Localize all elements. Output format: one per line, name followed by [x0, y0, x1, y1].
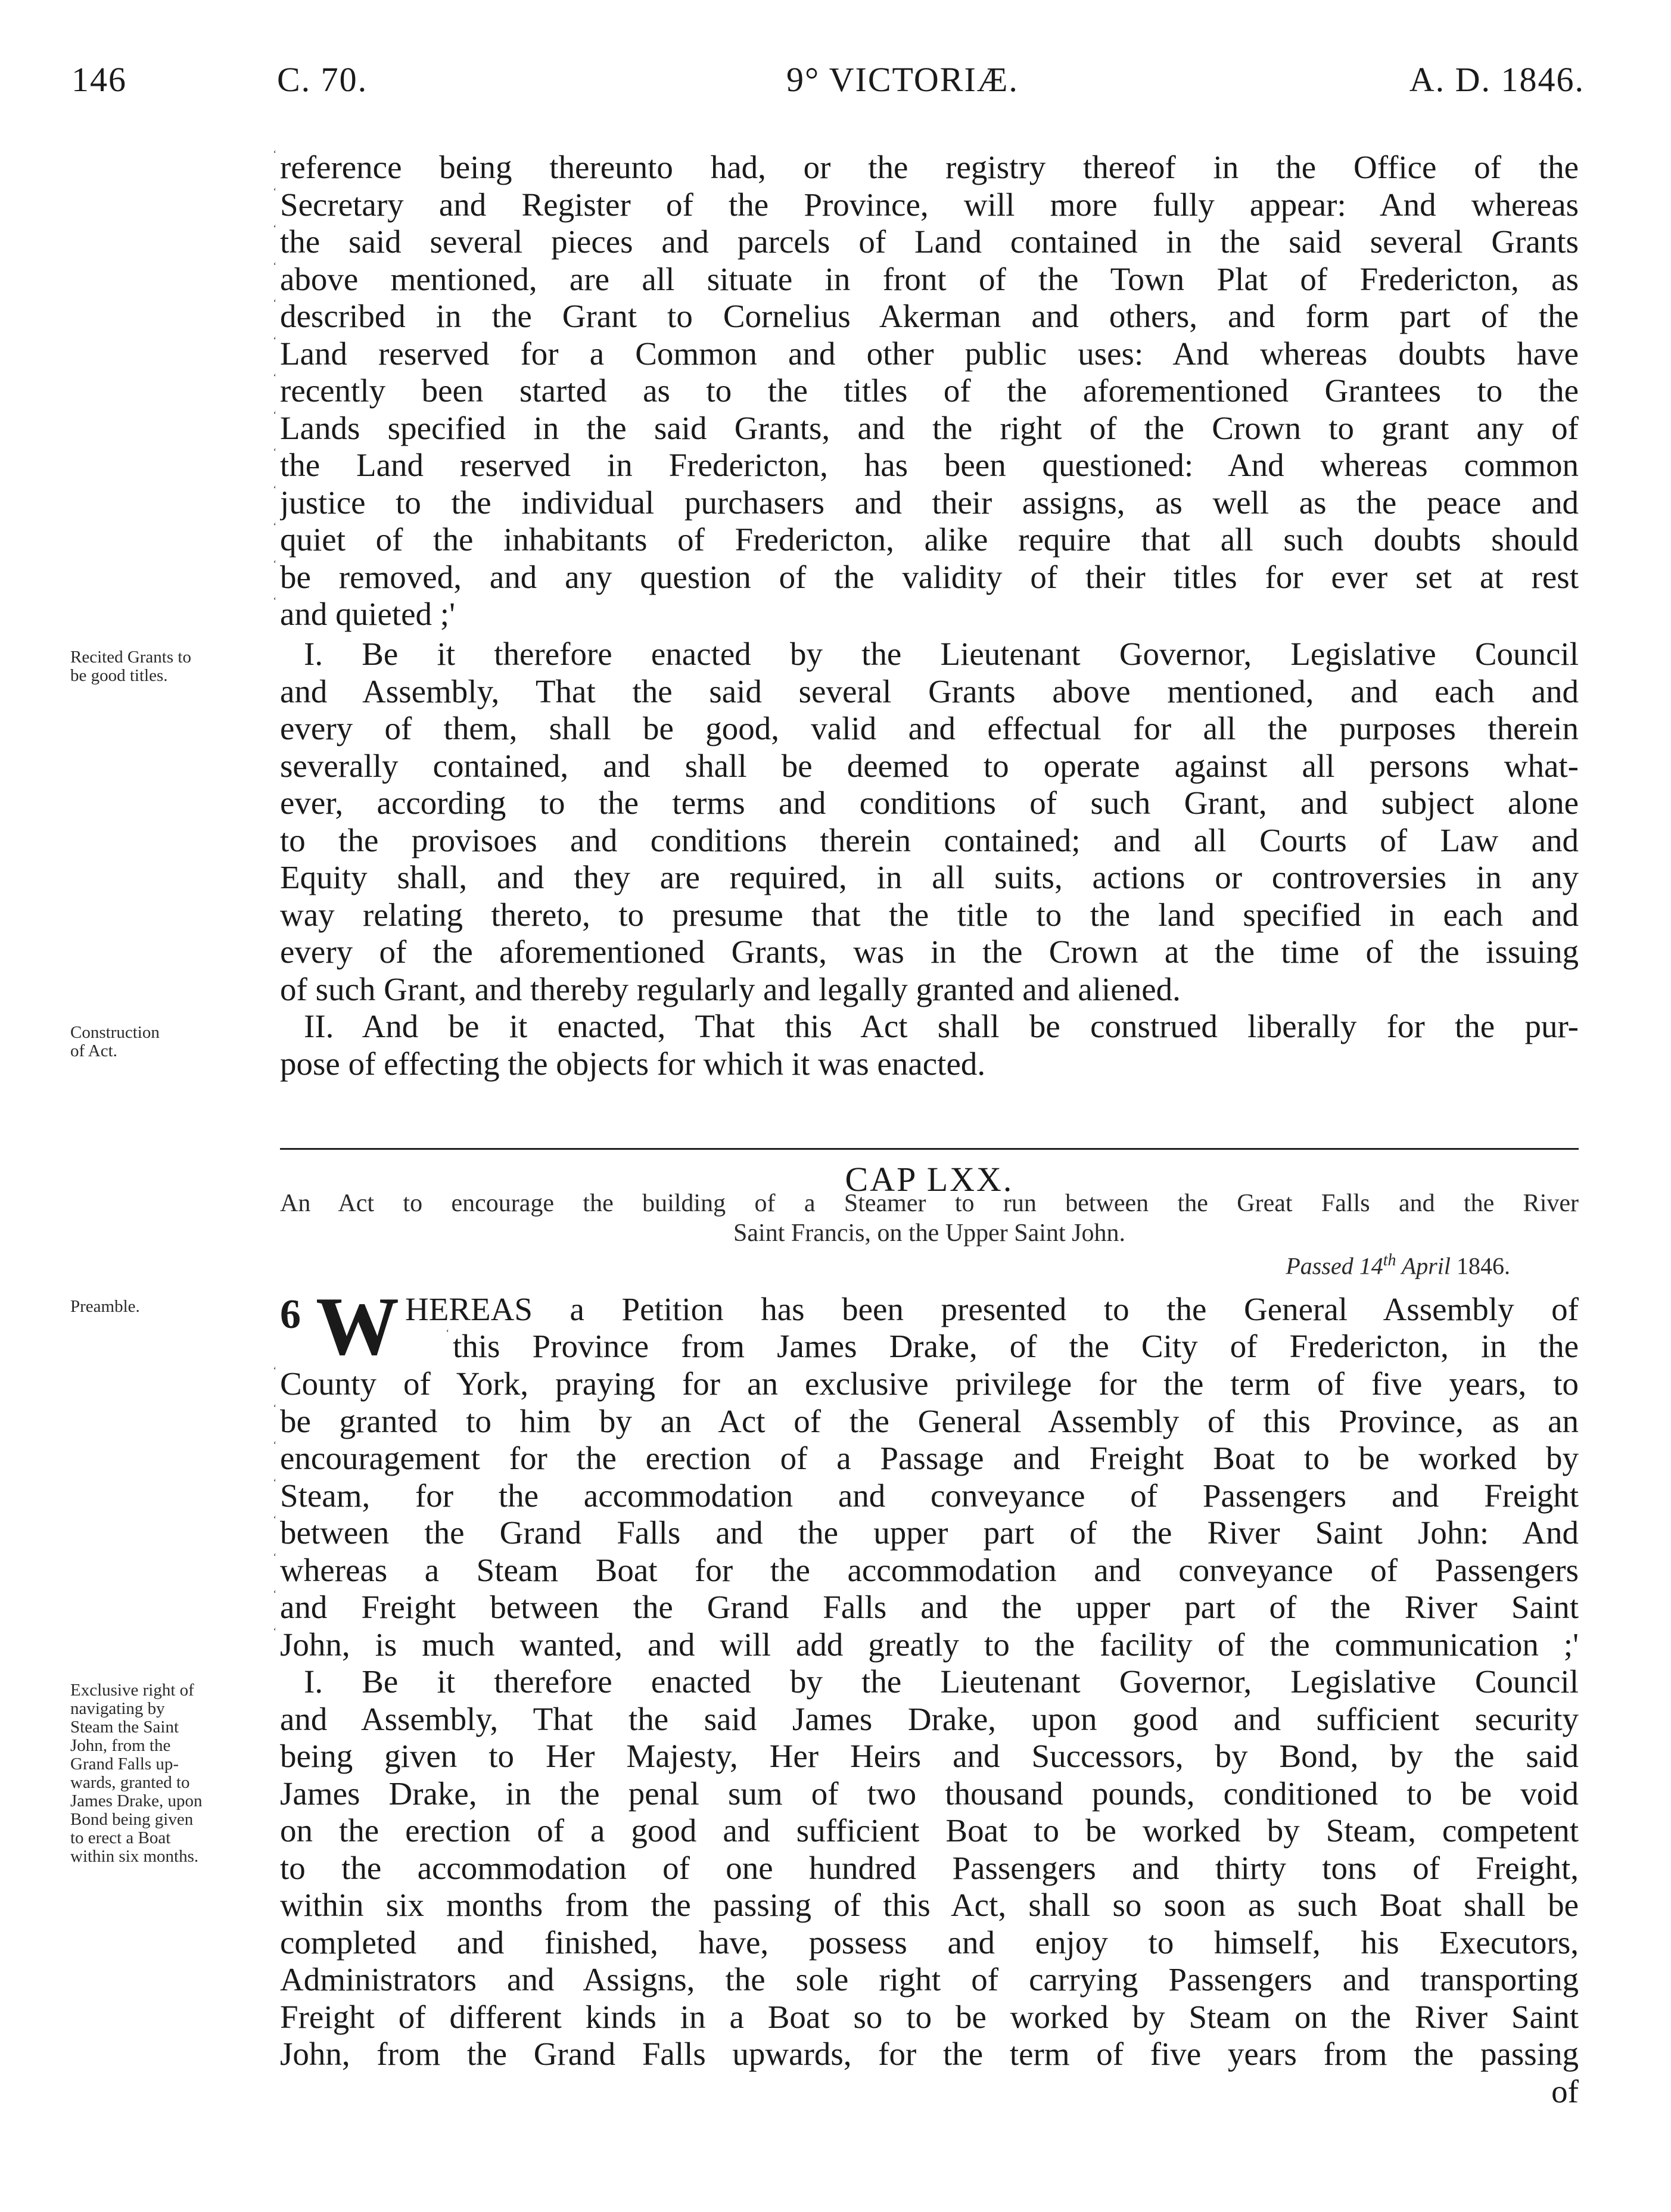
margin-note-construction	[70, 1023, 255, 1060]
margin-note-line: of Act.	[70, 1041, 117, 1060]
text-line: ever, according to the terms and conditions of such Grant, and subject alone	[280, 785, 1579, 821]
catchword: of	[1551, 2073, 1579, 2110]
margin-note-line: Steam the Saint	[70, 1718, 179, 1737]
text-line: reference being thereunto had, or the registry thereof in the Office of the	[280, 149, 1579, 185]
text-line: I. Be it therefore enacted by the Lieutenant Governor, Legislative Council	[304, 636, 1579, 672]
regnal-year: 9° VICTORIÆ.	[786, 60, 1019, 99]
text-line: above mentioned, are all situate in front of the Town Plat of Fredericton, as	[280, 260, 1579, 297]
margin-note-line: Exclusive right of	[70, 1681, 194, 1700]
text-line: be removed, and any question of the validity of their titles for ever set at rest	[280, 558, 1579, 595]
margin-note-line: to erect a Boat	[70, 1828, 171, 1847]
text-line: the said several pieces and parcels of Land contained in the said several Grants	[280, 223, 1579, 260]
text-line: James Drake, in the penal sum of two thousand pounds, conditioned to be void	[280, 1775, 1579, 1812]
text-line: County of York, praying for an exclusive privilege for the term of five years, to	[280, 1365, 1579, 1402]
text-line: recently been started as to the titles of the aforementioned Grantees to the	[280, 372, 1579, 409]
text-line: Equity shall, and they are required, in all suits, actions or controversies in any	[280, 859, 1579, 895]
page-number: 146	[71, 60, 127, 99]
text-line: justice to the individual purchasers and their assigns, as well as the peace and	[280, 484, 1579, 521]
section-1	[280, 1663, 1579, 2110]
text-line: the Land reserved in Fredericton, has been questioned: And whereas common	[280, 447, 1579, 483]
text-line: quiet of the inhabitants of Fredericton, alike require that all such doubts should	[280, 521, 1579, 558]
anno-domini: A. D. 1846.	[1409, 60, 1585, 99]
text-line: to the accommodation of one hundred Passengers and thirty tons of Freight,	[280, 1849, 1579, 1886]
text-line: Land reserved for a Common and other public uses: And whereas doubts have	[280, 335, 1579, 372]
margin-note-line: John, from the	[70, 1736, 171, 1755]
preamble-continued: ‘ reference being thereunto had, or the registry thereof in the Office of the ‘ Secretary and Register of the Province, will more fully appear: And whereas ‘ the said several pieces and parcels of Land contained in the said several Grants ‘ above mentioned, are all situate in front of the Town Plat of Fredericton, as ‘ described in the Grant to Cornelius Akerman and others, and form part of the ‘ Land reserved for a Common and other public uses: And whereas doubts have ‘ recently been started as to the titles of the aforementioned Grantees to the ‘ Lands specified in the said Grants, and the right of the Crown to grant any of ‘ the Land reserved in Fredericton, has been questioned: And whereas common ‘ justice to the individual purchasers and their assigns, as well as the peace and ‘ quiet of the inhabitants of Fredericton, alike require that all such doubts should ‘ be removed, and any question of the validity of their titles for ever set at rest ‘ and quieted ;'	[273, 149, 1579, 632]
chapter-number: C. 70.	[277, 60, 368, 99]
chapter-title: CAP LXX.	[845, 1160, 1014, 1199]
text-line: II. And be it enacted, That this Act shall be construed liberally for the pur-	[304, 1008, 1579, 1044]
margin-note-line: be good titles.	[70, 666, 168, 685]
text-line: Secretary and Register of the Province, will more fully appear: And whereas	[280, 186, 1579, 223]
text-line: John, is much wanted, and will add greatly to the facility of the communication ;'	[280, 1626, 1579, 1663]
margin-note-line: Bond being given	[70, 1810, 194, 1829]
text-line: Lands specified in the said Grants, and the right of the Crown to grant any of	[280, 409, 1579, 446]
passed-prefix: Passed 14	[1286, 1252, 1383, 1280]
section-2-previous-act	[280, 1008, 1579, 1082]
margin-note-recited-grants	[70, 648, 255, 685]
margin-note-exclusive-right	[70, 1681, 255, 1866]
text-line: I. Be it therefore enacted by the Lieutenant Governor, Legislative Council	[304, 1663, 1579, 1700]
text-line: and Freight between the Grand Falls and the upper part of the River Saint	[280, 1589, 1579, 1625]
text-line: encouragement for the erection of a Passage and Freight Boat to be worked by	[280, 1440, 1579, 1476]
margin-note-line: Recited Grants to	[70, 648, 191, 667]
text-line: pose of effecting the objects for which it was enacted.	[280, 1045, 986, 1082]
text-line: this Province from James Drake, of the City of Fredericton, in the	[453, 1328, 1579, 1364]
margin-note-line: Preamble.	[70, 1297, 140, 1316]
act-title	[280, 1189, 1579, 1248]
margin-note-line: wards, granted to	[70, 1773, 190, 1792]
margin-note-preamble	[70, 1298, 255, 1316]
preamble-second-line: ‘ this Province from James Drake, of the City of Fredericton, in the	[446, 1328, 1579, 1364]
text-line: Freight of different kinds in a Boat so to be worked by Steam on the River Saint	[280, 1998, 1579, 2035]
passed-year: 1846.	[1451, 1252, 1510, 1280]
passed-ordinal: th	[1383, 1251, 1396, 1270]
text-line: way relating thereto, to presume that the title to the land specified in each and	[280, 896, 1579, 933]
margin-note-line: navigating by	[70, 1699, 165, 1718]
text-line: to the provisoes and conditions therein contained; and all Courts of Law and	[280, 822, 1579, 858]
text-line: Steam, for the accommodation and conveyance of Passengers and Freight	[280, 1477, 1579, 1514]
text-line: completed and finished, have, possess and enjoy to himself, his Executors,	[280, 1924, 1579, 1961]
text-line: HEREAS a Petition has been presented to the General Assembly of	[405, 1291, 1579, 1327]
text-line: whereas a Steam Boat for the accommodation and conveyance of Passengers	[280, 1551, 1579, 1588]
passed-month: April	[1396, 1252, 1451, 1280]
text-line: of such Grant, and thereby regularly and legally granted and aliened.	[280, 970, 1181, 1007]
running-head	[71, 60, 1585, 113]
passed-date	[1286, 1251, 1510, 1280]
text-line: severally contained, and shall be deemed to operate against all persons what-	[280, 747, 1579, 784]
text-line: being given to Her Majesty, Her Heirs and Successors, by Bond, by the said	[280, 1738, 1579, 1774]
preamble-first-line	[405, 1291, 1579, 1329]
act-title-line: An Act to encourage the building of a Steamer to run between the Great Falls and the River	[280, 1190, 1579, 1217]
text-line: on the erection of a good and sufficient Boat to be worked by Steam, competent	[280, 1812, 1579, 1849]
drop-cap-letter: W	[316, 1280, 399, 1373]
act-title-line: Saint Francis, on the Upper Saint John.	[733, 1219, 1125, 1247]
margin-note-line: Grand Falls up-	[70, 1754, 179, 1774]
text-line: every of the aforementioned Grants, was in the Crown at the time of the issuing	[280, 934, 1579, 970]
text-line: and Assembly, That the said several Grants above mentioned, and each and	[280, 673, 1579, 710]
text-line: described in the Grant to Cornelius Akerman and others, and form part of the	[280, 298, 1579, 334]
margin-note-line: James Drake, upon	[70, 1791, 203, 1810]
text-line: between the Grand Falls and the upper part of the River Saint John: And	[280, 1514, 1579, 1551]
margin-note-line: within six months.	[70, 1847, 199, 1866]
text-line: Administrators and Assigns, the sole right of carrying Passengers and transporting	[280, 1961, 1579, 1998]
opening-quote-mark: 6	[280, 1292, 301, 1337]
text-line: John, from the Grand Falls upwards, for the term of five years from the passing	[280, 2036, 1579, 2072]
text-line: and Assembly, That the said James Drake, upon good and sufficient security	[280, 1700, 1579, 1737]
text-line: within six months from the passing of this Act, shall so soon as such Boat shall be	[280, 1887, 1579, 1923]
text-line: every of them, shall be good, valid and effectual for all the purposes therein	[280, 710, 1579, 746]
preamble: ‘ County of York, praying for an exclusive privilege for the term of five years, to ‘ be granted to him by an Act of the General Assembly of this Province, as an ‘ encouragement for the erection of a Passage and Freight Boat to be worked by ‘ Steam, for the accommodation and conveyance of Passengers and Freight ‘ between the Grand Falls and the upper part of the River Saint John: And ‘ whereas a Steam Boat for the accommodation and conveyance of Passengers ‘ and Freight between the Grand Falls and the upper part of the River Saint ‘ John, is much wanted, and will add greatly to the facility of the communication ;'	[273, 1365, 1579, 1663]
text-line: and quieted ;'	[280, 596, 455, 632]
section-1-previous-act	[280, 636, 1579, 1008]
text-line: be granted to him by an Act of the General Assembly of this Province, as an	[280, 1402, 1579, 1439]
margin-note-line: Construction	[70, 1023, 160, 1042]
